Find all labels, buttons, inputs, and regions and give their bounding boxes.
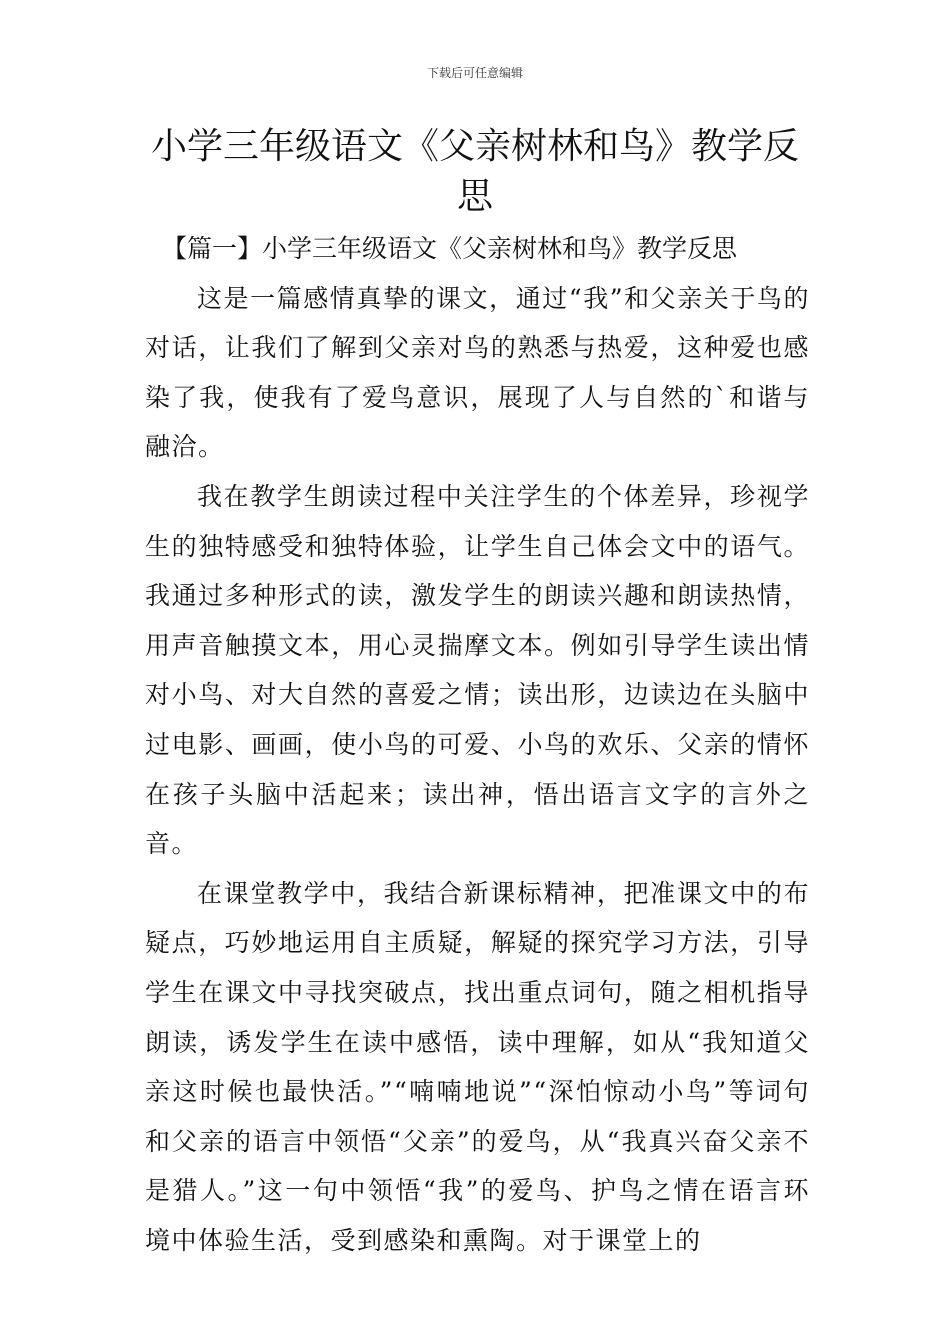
document-title: 小学三年级语文《父亲树林和鸟》教学反思 bbox=[150, 126, 799, 217]
paragraph-2: 我在教学生朗读过程中关注学生的个体差异，珍视学生的独特感受和独特体验，让学生自己体会文中的语气。我通过多种形式的读，激发学生的朗读兴趣和朗读热情，用声音触摸文本，用心灵揣摩文本。例如引导学生读出情对小鸟、对大自然的喜爱之情；读出形，边读边在头脑中过电影、画画，使小鸟的可爱、小鸟的欢乐、父亲的情怀在孩子头脑中活起来；读出神，悟出语言文字的言外之音。 bbox=[145, 481, 810, 859]
section-heading: 【篇一】小学三年级语文《父亲树林和鸟》教学反思 bbox=[162, 234, 738, 263]
paragraph-3: 在课堂教学中，我结合新课标精神，把准课文中的布疑点，巧妙地运用自主质疑，解疑的探究学习方法，引导学生在课文中寻找突破点，找出重点词句，随之相机指导朗读，诱发学生在读中感悟，读中理解，如从“我知道父亲这时候也最快活。”“喃喃地说”“深怕惊动小鸟”等词句和父亲的语言中领悟“父亲”的爱鸟，从“我真兴奋父亲不是猎人。”这一句中领悟“我”的爱鸟、护鸟之情在语言环境中体验生活，受到感染和熏陶。对于课堂上的 bbox=[145, 878, 810, 1255]
header-note: 下载后可任意编辑 bbox=[426, 66, 523, 80]
paragraph-1: 这是一篇感情真挚的课文，通过“我”和父亲关于鸟的对话，让我们了解到父亲对鸟的熟悉与热爱，这种爱也感染了我，使我有了爱鸟意识，展现了人与自然的`和谐与融洽。 bbox=[145, 283, 810, 462]
document-body bbox=[145, 224, 810, 1265]
